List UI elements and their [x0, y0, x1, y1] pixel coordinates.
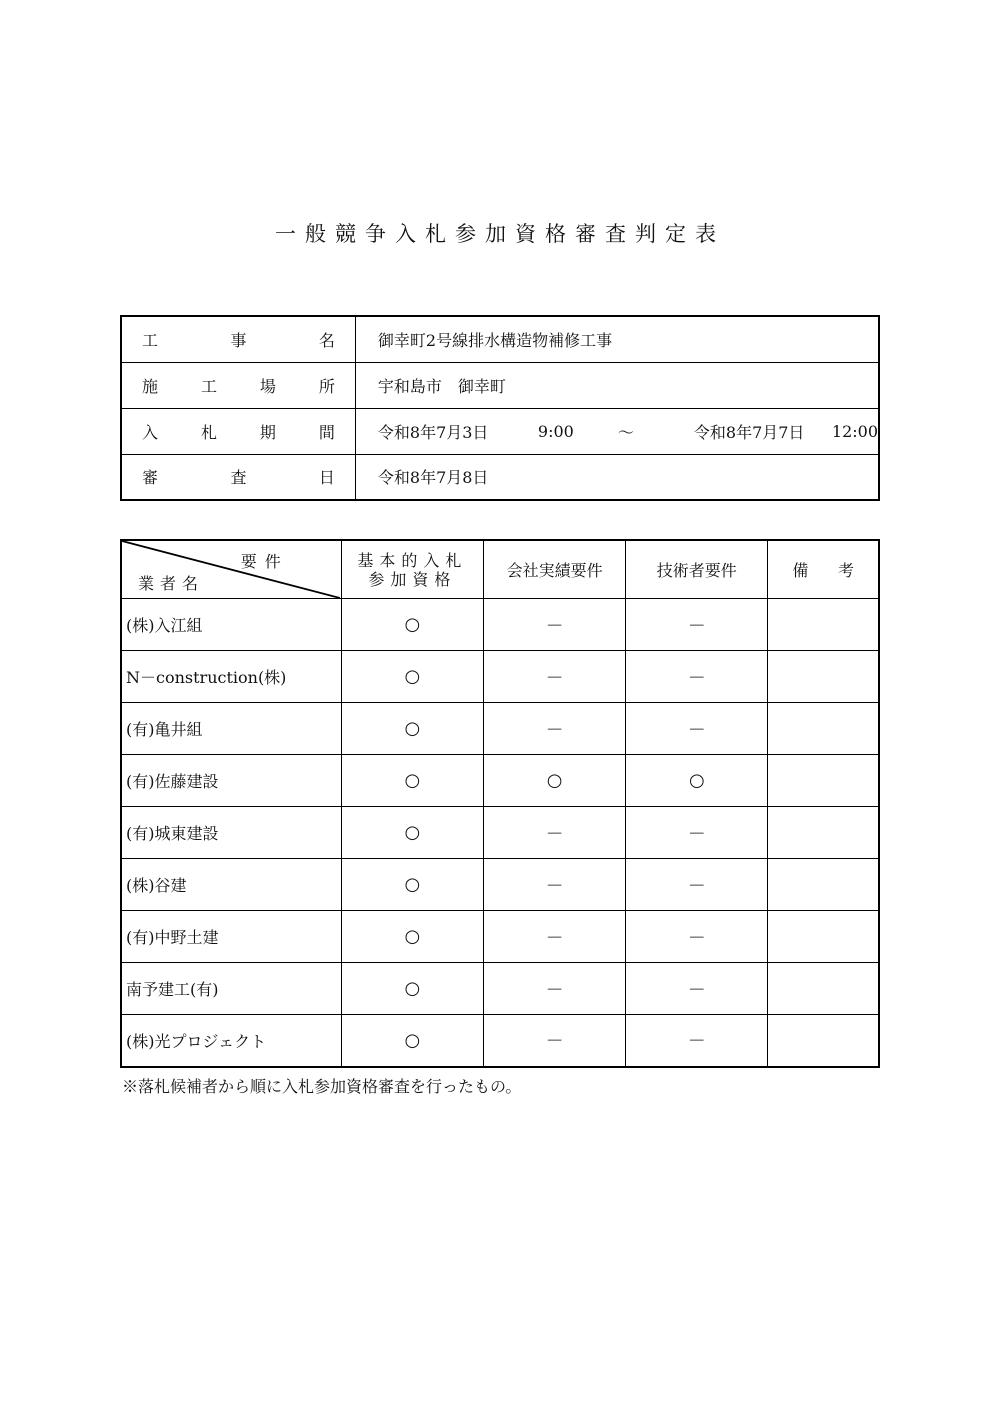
basic-qualification-cell: ○: [341, 963, 483, 1015]
company-record-cell: －: [484, 859, 626, 911]
header-company-record: 会社実績要件: [484, 540, 626, 599]
diagonal-header-cell: [121, 540, 341, 599]
table-row: [121, 807, 879, 859]
company-name-cell: (株)谷建: [121, 859, 341, 911]
info-row-review-date: [121, 454, 879, 500]
table-row: [121, 1015, 879, 1067]
info-row-bid-period: [121, 408, 879, 454]
label-char: 施: [142, 376, 159, 396]
engineer-requirement-cell: ○: [626, 755, 768, 807]
remarks-cell: [768, 807, 879, 859]
basic-qualification-cell: ○: [341, 651, 483, 703]
remarks-cell: [768, 1015, 879, 1067]
engineer-requirement-cell: －: [626, 1015, 768, 1067]
label-char: 日: [318, 468, 335, 488]
company-record-cell: －: [484, 703, 626, 755]
basic-qualification-cell: ○: [341, 755, 483, 807]
header-remarks: 備 考: [768, 540, 879, 599]
engineer-requirement-cell: －: [626, 911, 768, 963]
remarks-cell: [768, 859, 879, 911]
table-row: [121, 651, 879, 703]
company-record-cell: －: [484, 911, 626, 963]
company-name-cell: N－construction(株): [121, 651, 341, 703]
company-record-cell: －: [484, 1015, 626, 1067]
period-start-date: 令和8年7月3日: [377, 422, 489, 442]
table-row: [121, 599, 879, 651]
company-record-cell: －: [484, 599, 626, 651]
label-char: 所: [318, 376, 335, 396]
company-name-cell: (株)光プロジェクト: [121, 1015, 341, 1067]
label-char: 場: [259, 376, 276, 396]
engineer-requirement-cell: －: [626, 963, 768, 1015]
remarks-cell: [768, 911, 879, 963]
period-separator: ～: [617, 422, 634, 442]
info-row-location: [121, 362, 879, 408]
label-char: 事: [230, 330, 247, 350]
table-row: [121, 911, 879, 963]
table-row: [121, 703, 879, 755]
company-record-cell: －: [484, 651, 626, 703]
company-name-cell: (有)城東建設: [121, 807, 341, 859]
remarks-cell: [768, 755, 879, 807]
remarks-cell: [768, 963, 879, 1015]
label-char: 査: [230, 468, 247, 488]
header-basic-qualification: 基本的入札 参加資格: [341, 540, 483, 599]
footnote: ※落札候補者から順に入札参加資格審査を行ったもの。: [122, 1077, 522, 1096]
basic-qualification-cell: ○: [341, 703, 483, 755]
table-row: [121, 859, 879, 911]
label-char: 入: [142, 422, 159, 442]
header-requirements: 要件: [240, 552, 289, 571]
engineer-requirement-cell: －: [626, 807, 768, 859]
company-name-cell: (株)入江組: [121, 599, 341, 651]
basic-qualification-cell: ○: [341, 807, 483, 859]
engineer-requirement-cell: －: [626, 859, 768, 911]
table-row: [121, 755, 879, 807]
period-start-time: 9:00: [537, 421, 574, 441]
review-date-value: 令和8年7月8日: [355, 454, 879, 500]
label-char: 工: [200, 376, 217, 396]
info-row-project-name: [121, 316, 879, 362]
remarks-cell: [768, 703, 879, 755]
basic-qualification-cell: ○: [341, 859, 483, 911]
qualification-table: [120, 539, 880, 1068]
engineer-requirement-cell: －: [626, 599, 768, 651]
period-end-time: 12:00: [831, 421, 878, 441]
label-char: 工: [142, 330, 159, 350]
engineer-requirement-cell: －: [626, 703, 768, 755]
basic-qualification-cell: ○: [341, 1015, 483, 1067]
header-engineer-requirement: 技術者要件: [626, 540, 768, 599]
label-char: 札: [200, 422, 217, 442]
company-record-cell: －: [484, 963, 626, 1015]
basic-qualification-cell: ○: [341, 599, 483, 651]
project-info-table: [120, 315, 880, 501]
remarks-cell: [768, 651, 879, 703]
company-name-cell: (有)亀井組: [121, 703, 341, 755]
company-name-cell: 南予建工(有): [121, 963, 341, 1015]
document-title: 一般競争入札参加資格審査判定表: [275, 222, 725, 246]
company-record-cell: ○: [484, 755, 626, 807]
engineer-requirement-cell: －: [626, 651, 768, 703]
company-record-cell: －: [484, 807, 626, 859]
label-char: 間: [318, 422, 335, 442]
label-char: 名: [318, 330, 335, 350]
location-value: 宇和島市 御幸町: [355, 362, 879, 408]
table-row: [121, 963, 879, 1015]
remarks-cell: [768, 599, 879, 651]
table-header-row: [121, 540, 879, 599]
company-name-cell: (有)中野土建: [121, 911, 341, 963]
period-end-date: 令和8年7月7日: [693, 422, 805, 442]
label-char: 審: [142, 468, 159, 488]
basic-qualification-cell: ○: [341, 911, 483, 963]
label-char: 期: [259, 422, 276, 442]
project-name-value: 御幸町2号線排水構造物補修工事: [355, 316, 879, 362]
header-company-name: 業者名: [138, 574, 205, 593]
company-name-cell: (有)佐藤建設: [121, 755, 341, 807]
